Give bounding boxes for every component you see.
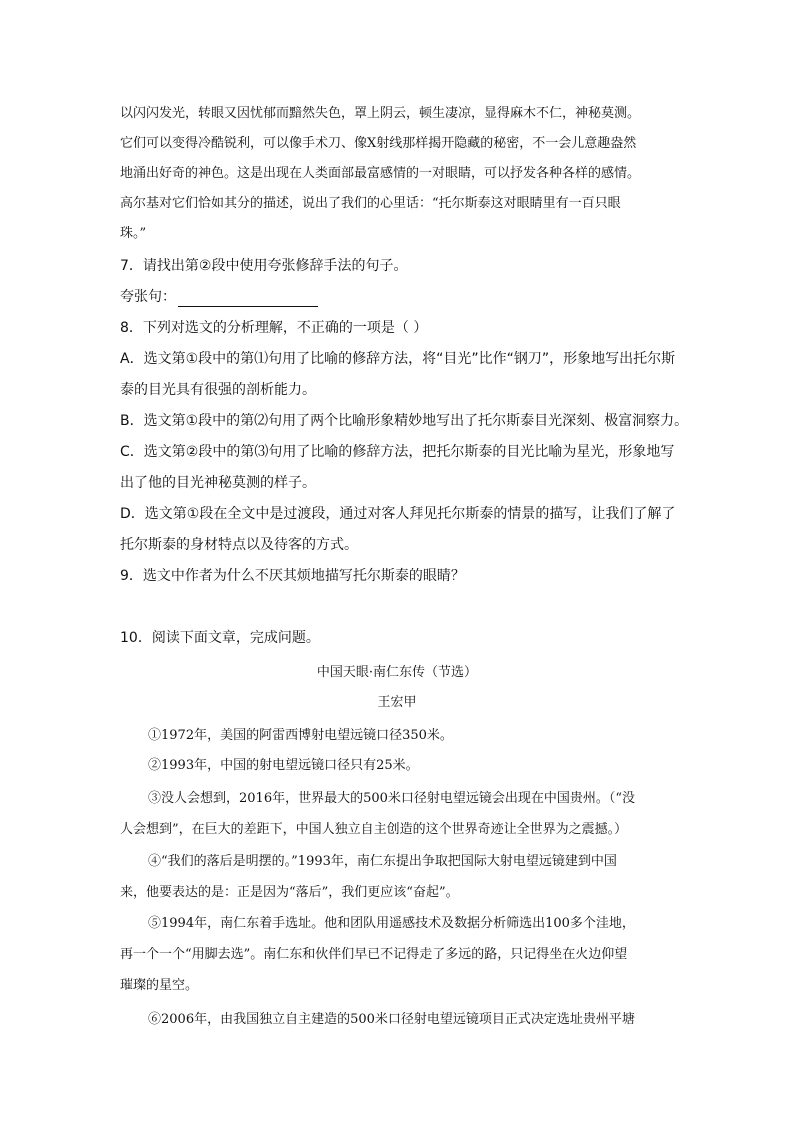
option-d-line-1: D．选文第①段在全文中是过渡段，通过对客人拜见托尔斯泰的情景的描写，让我们了解了 — [120, 506, 676, 522]
article-author: 王宏甲 — [377, 695, 417, 710]
option-a-line-1: A．选文第①段中的第⑴句用了比喻的修辞方法，将“目光”比作“钢刀”，形象地写出托尔斯 — [120, 351, 676, 367]
article-paragraph-5-line-3: 璀璨的星空。 — [120, 978, 199, 993]
option-a-line-2: 泰的目光具有很强的剖析能力。 — [120, 382, 316, 398]
passage-line-5: 珠。” — [120, 226, 147, 241]
article-paragraph-3-line-2: 人会想到”，在巨大的差距下，中国人独立自主创造的这个世界奇迹让全世界为之震撼。） — [120, 822, 628, 837]
article-paragraph-5-line-2: 再一个一个“用脚去选”。南仁东和伙伴们早已不记得走了多远的路，只记得坐在火边仰望 — [120, 947, 628, 962]
article-paragraph-1: ①1972年，美国的阿雷西博射电望远镜口径350米。 — [148, 728, 453, 743]
option-d-line-2: 托尔斯泰的身材特点以及待客的方式。 — [120, 537, 358, 553]
article-paragraph-6-line-1: ⑥2006年，由我国独立自主建造的500米口径射电望远镜项目正式决定选址贵州平塘 — [148, 1012, 635, 1027]
passage-line-1: 以闪闪发光，转眼又因忧郁而黯然失色，罩上阴云，顿生凄凉，显得麻木不仁，神秘莫测。 — [120, 106, 641, 121]
article-paragraph-3-line-1: ③没人会想到，2016年，世界最大的500米口径射电望远镜会出现在中国贵州。（“没 — [148, 791, 636, 806]
article-paragraph-4-line-2: 来，他要表达的是：正是因为“落后”，我们更应该“奋起”。 — [120, 885, 459, 900]
question-8: 8．下列对选文的分析理解，不正确的一项是（ ） — [120, 320, 428, 336]
article-paragraph-2: ②1993年，中国的射电望远镜口径只有25米。 — [148, 758, 419, 773]
article-paragraph-5-line-1: ⑤1994年，南仁东着手选址。他和团队用遥感技术及数据分析筛选出100多个洼地， — [148, 916, 635, 931]
question-7-answer-row — [120, 287, 318, 307]
article-paragraph-4-line-1: ④“我们的落后是明摆的。”1993年，南仁东提出争取把国际大射电望远镜建到中国 — [148, 854, 617, 869]
passage-line-2: 它们可以变得冷酷锐利，可以像手术刀、像X射线那样揭开隐藏的秘密，不一会儿意趣盎然 — [120, 136, 637, 151]
question-7: 7．请找出第②段中使用夸张修辞手法的句子。 — [120, 258, 408, 274]
passage-line-3: 地涌出好奇的神色。这是出现在人类面部最富感情的一对眼睛，可以抒发各种各样的感情。 — [120, 166, 641, 181]
option-c-line-1: C．选文第②段中的第⑶句用了比喻的修辞方法，把托尔斯泰的目光比喻为星光，形象地写 — [120, 444, 675, 460]
option-b: B．选文第①段中的第⑵句用了两个比喻形象精妙地写出了托尔斯泰目光深刻、极富洞察力。 — [120, 413, 689, 429]
article-title: 中国天眼·南仁东传（节选） — [316, 665, 478, 680]
question-10: 10．阅读下面文章，完成问题。 — [120, 630, 320, 646]
passage-line-4: 高尔基对它们恰如其分的描述，说出了我们的心里话：“托尔斯泰这对眼睛里有一百只眼 — [120, 196, 621, 211]
question-9: 9．选文中作者为什么不厌其烦地描写托尔斯泰的眼睛？ — [120, 568, 465, 584]
answer-label: 夸张句： — [120, 289, 176, 305]
option-c-line-2: 出了他的目光神秘莫测的样子。 — [120, 475, 316, 491]
answer-blank[interactable] — [178, 291, 318, 307]
